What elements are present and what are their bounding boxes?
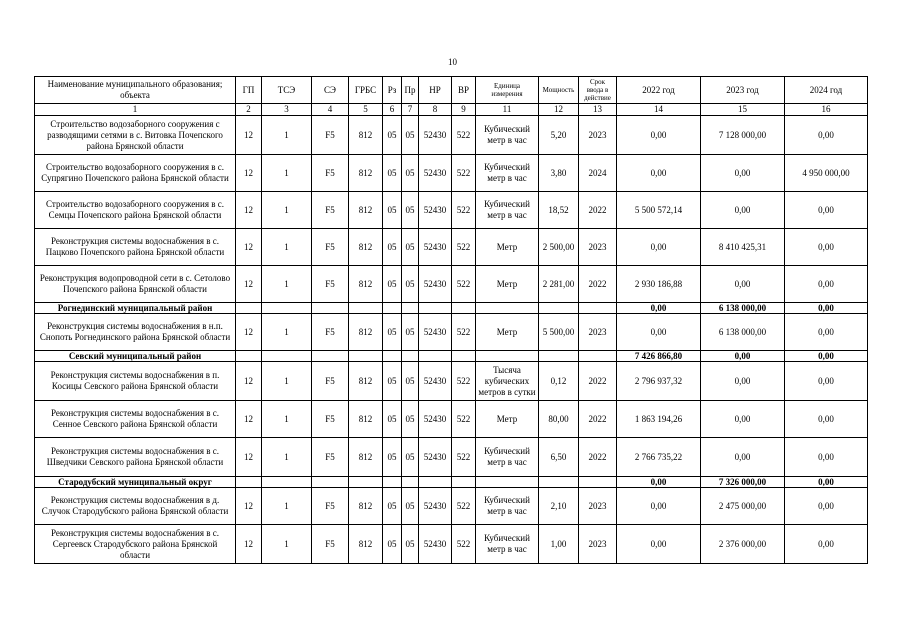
- header-cell: 2022 год: [617, 77, 701, 104]
- code-cell: 522: [452, 401, 476, 438]
- object-name: Реконструкция системы водоснабжения в с. Шведчики Севского района Брянской области: [35, 438, 236, 477]
- table-cell: 2024: [579, 155, 617, 192]
- code-cell: 52430: [419, 438, 452, 477]
- amount-cell: 0,00: [785, 362, 868, 401]
- budget-table: [34, 76, 868, 564]
- code-cell: 1: [262, 266, 312, 303]
- header-row: [35, 77, 868, 104]
- amount-cell: 0,00: [617, 525, 701, 564]
- code-cell: 05: [402, 229, 419, 266]
- code-cell: 05: [402, 362, 419, 401]
- amount-cell: 0,00: [785, 438, 868, 477]
- header-cell: СЭ: [312, 77, 349, 104]
- code-cell: 05: [383, 314, 402, 351]
- table-cell: Метр: [476, 401, 539, 438]
- empty-cell: [419, 351, 452, 362]
- code-cell: 1: [262, 525, 312, 564]
- amount-cell: 2 930 186,88: [617, 266, 701, 303]
- object-name: Строительство водозаборного сооружения в с. Семцы Почепского района Брянской области: [35, 192, 236, 229]
- district-name: Стародубский муниципальный округ: [35, 477, 236, 488]
- amount-cell: 0,00: [785, 314, 868, 351]
- amount-cell: 7 128 000,00: [701, 116, 785, 155]
- table-cell: 2022: [579, 192, 617, 229]
- code-cell: 1: [262, 314, 312, 351]
- empty-cell: [262, 477, 312, 488]
- district-name: Севский муниципальный район: [35, 351, 236, 362]
- code-cell: 05: [383, 362, 402, 401]
- empty-cell: [312, 477, 349, 488]
- amount-cell: 0,00: [701, 155, 785, 192]
- table-cell: 2022: [579, 438, 617, 477]
- object-row: [35, 266, 868, 303]
- code-cell: 05: [383, 438, 402, 477]
- code-cell: 05: [402, 314, 419, 351]
- object-name: Строительство водозаборного сооружения с разводящими сетями в с. Витовка Почепского района Брянской области: [35, 116, 236, 155]
- code-cell: F5: [312, 266, 349, 303]
- code-cell: 522: [452, 314, 476, 351]
- district-total: 6 138 000,00: [701, 303, 785, 314]
- table-cell: Метр: [476, 314, 539, 351]
- table-cell: Кубический метр в час: [476, 525, 539, 564]
- code-cell: 522: [452, 192, 476, 229]
- object-name: Реконструкция системы водоснабжения в д. Случок Стародубского района Брянской области: [35, 488, 236, 525]
- code-cell: 05: [402, 192, 419, 229]
- code-cell: 05: [402, 488, 419, 525]
- code-cell: 05: [402, 155, 419, 192]
- code-cell: 1: [262, 116, 312, 155]
- code-cell: F5: [312, 362, 349, 401]
- code-cell: F5: [312, 229, 349, 266]
- code-cell: 522: [452, 229, 476, 266]
- code-cell: 52430: [419, 525, 452, 564]
- object-row: [35, 116, 868, 155]
- code-cell: 05: [383, 155, 402, 192]
- header-cell: ВР: [452, 77, 476, 104]
- code-cell: 05: [383, 229, 402, 266]
- empty-cell: [349, 303, 383, 314]
- column-number: 7: [402, 104, 419, 116]
- code-cell: F5: [312, 525, 349, 564]
- empty-cell: [579, 477, 617, 488]
- code-cell: 52430: [419, 314, 452, 351]
- code-cell: 522: [452, 155, 476, 192]
- amount-cell: 0,00: [785, 525, 868, 564]
- table-cell: 5,20: [539, 116, 579, 155]
- object-name: Реконструкция водопроводной сети в с. Сетолово Почепского района Брянской области: [35, 266, 236, 303]
- amount-cell: 2 475 000,00: [701, 488, 785, 525]
- header-cell: ГРБС: [349, 77, 383, 104]
- object-row: [35, 362, 868, 401]
- table-cell: Кубический метр в час: [476, 192, 539, 229]
- code-cell: 812: [349, 116, 383, 155]
- empty-cell: [476, 303, 539, 314]
- code-cell: 812: [349, 229, 383, 266]
- column-number: 12: [539, 104, 579, 116]
- code-cell: 812: [349, 401, 383, 438]
- code-cell: F5: [312, 401, 349, 438]
- table-cell: 80,00: [539, 401, 579, 438]
- code-cell: 812: [349, 438, 383, 477]
- amount-cell: 0,00: [617, 314, 701, 351]
- column-number: 3: [262, 104, 312, 116]
- code-cell: 1: [262, 192, 312, 229]
- amount-cell: 0,00: [785, 229, 868, 266]
- object-row: [35, 192, 868, 229]
- code-cell: 52430: [419, 229, 452, 266]
- code-cell: 12: [236, 116, 262, 155]
- code-cell: 05: [383, 192, 402, 229]
- code-cell: F5: [312, 192, 349, 229]
- code-cell: 1: [262, 155, 312, 192]
- object-name: Реконструкция системы водоснабжения в с. Сергеевск Стародубского района Брянской области: [35, 525, 236, 564]
- header-cell: НР: [419, 77, 452, 104]
- amount-cell: 0,00: [785, 266, 868, 303]
- empty-cell: [383, 303, 402, 314]
- amount-cell: 0,00: [701, 438, 785, 477]
- column-number: 16: [785, 104, 868, 116]
- amount-cell: 0,00: [785, 488, 868, 525]
- amount-cell: 1 863 194,26: [617, 401, 701, 438]
- empty-cell: [452, 303, 476, 314]
- amount-cell: 0,00: [617, 488, 701, 525]
- table-cell: 2022: [579, 362, 617, 401]
- empty-cell: [349, 477, 383, 488]
- table-cell: 3,80: [539, 155, 579, 192]
- table-cell: 5 500,00: [539, 314, 579, 351]
- code-cell: 05: [383, 266, 402, 303]
- code-cell: 12: [236, 488, 262, 525]
- header-cell: Единица измерения: [476, 77, 539, 104]
- amount-cell: 0,00: [701, 362, 785, 401]
- amount-cell: 5 500 572,14: [617, 192, 701, 229]
- code-cell: 522: [452, 438, 476, 477]
- code-cell: F5: [312, 116, 349, 155]
- table-cell: Кубический метр в час: [476, 438, 539, 477]
- header-cell: ГП: [236, 77, 262, 104]
- code-cell: 52430: [419, 362, 452, 401]
- object-name: Реконструкция системы водоснабжения в н.п. Снопоть Рогнединского района Брянской области: [35, 314, 236, 351]
- code-cell: 812: [349, 192, 383, 229]
- empty-cell: [419, 303, 452, 314]
- code-cell: 52430: [419, 192, 452, 229]
- empty-cell: [312, 351, 349, 362]
- code-cell: 812: [349, 266, 383, 303]
- header-cell: Пр: [402, 77, 419, 104]
- code-cell: 12: [236, 362, 262, 401]
- table-cell: 2023: [579, 525, 617, 564]
- header-cell: Наименование муниципального образования; объекта: [35, 77, 236, 104]
- object-row: [35, 314, 868, 351]
- empty-cell: [262, 303, 312, 314]
- table-cell: 2023: [579, 116, 617, 155]
- code-cell: F5: [312, 488, 349, 525]
- empty-cell: [452, 477, 476, 488]
- empty-cell: [419, 477, 452, 488]
- code-cell: 05: [402, 438, 419, 477]
- amount-cell: 2 796 937,32: [617, 362, 701, 401]
- code-cell: 522: [452, 362, 476, 401]
- table-cell: 2022: [579, 266, 617, 303]
- code-cell: 522: [452, 488, 476, 525]
- district-total: 0,00: [617, 477, 701, 488]
- table-cell: 2 500,00: [539, 229, 579, 266]
- code-cell: 12: [236, 192, 262, 229]
- amount-cell: 0,00: [785, 116, 868, 155]
- amount-cell: 4 950 000,00: [785, 155, 868, 192]
- code-cell: 812: [349, 155, 383, 192]
- code-cell: 522: [452, 266, 476, 303]
- column-number: 15: [701, 104, 785, 116]
- code-cell: 812: [349, 314, 383, 351]
- table-cell: Метр: [476, 229, 539, 266]
- column-number-row: [35, 104, 868, 116]
- district-row: [35, 351, 868, 362]
- code-cell: 05: [402, 116, 419, 155]
- district-total: 7 326 000,00: [701, 477, 785, 488]
- table-cell: Кубический метр в час: [476, 155, 539, 192]
- code-cell: 05: [383, 488, 402, 525]
- header-cell: ТСЭ: [262, 77, 312, 104]
- code-cell: F5: [312, 155, 349, 192]
- table-cell: 2022: [579, 401, 617, 438]
- header-cell: 2023 год: [701, 77, 785, 104]
- table-cell: 0,12: [539, 362, 579, 401]
- object-row: [35, 155, 868, 192]
- code-cell: 05: [383, 401, 402, 438]
- empty-cell: [402, 477, 419, 488]
- empty-cell: [236, 303, 262, 314]
- table-cell: Метр: [476, 266, 539, 303]
- object-row: [35, 525, 868, 564]
- code-cell: F5: [312, 314, 349, 351]
- code-cell: 1: [262, 229, 312, 266]
- amount-cell: 6 138 000,00: [701, 314, 785, 351]
- amount-cell: 8 410 425,31: [701, 229, 785, 266]
- table-cell: 2 281,00: [539, 266, 579, 303]
- column-number: 8: [419, 104, 452, 116]
- column-number: 2: [236, 104, 262, 116]
- header-cell: Мощность: [539, 77, 579, 104]
- empty-cell: [539, 351, 579, 362]
- code-cell: 52430: [419, 116, 452, 155]
- code-cell: 12: [236, 314, 262, 351]
- code-cell: 12: [236, 266, 262, 303]
- empty-cell: [349, 351, 383, 362]
- amount-cell: 0,00: [785, 401, 868, 438]
- code-cell: 1: [262, 438, 312, 477]
- table-cell: 1,00: [539, 525, 579, 564]
- district-total: 0,00: [701, 351, 785, 362]
- code-cell: 52430: [419, 401, 452, 438]
- table-cell: 2,10: [539, 488, 579, 525]
- empty-cell: [236, 351, 262, 362]
- object-row: [35, 438, 868, 477]
- empty-cell: [383, 477, 402, 488]
- header-cell: 2024 год: [785, 77, 868, 104]
- column-number: 11: [476, 104, 539, 116]
- code-cell: 812: [349, 488, 383, 525]
- object-name: Реконструкция системы водоснабжения в п. Косицы Севского района Брянской области: [35, 362, 236, 401]
- empty-cell: [539, 477, 579, 488]
- empty-cell: [312, 303, 349, 314]
- district-row: [35, 477, 868, 488]
- code-cell: F5: [312, 438, 349, 477]
- table-cell: 2023: [579, 488, 617, 525]
- district-total: 0,00: [785, 351, 868, 362]
- code-cell: 12: [236, 525, 262, 564]
- amount-cell: 0,00: [785, 192, 868, 229]
- table-body: [35, 116, 868, 564]
- table-cell: Кубический метр в час: [476, 116, 539, 155]
- column-number: 13: [579, 104, 617, 116]
- header-cell: Срок ввода в действие: [579, 77, 617, 104]
- amount-cell: 0,00: [701, 266, 785, 303]
- code-cell: 05: [402, 266, 419, 303]
- code-cell: 12: [236, 155, 262, 192]
- column-number: 6: [383, 104, 402, 116]
- empty-cell: [539, 303, 579, 314]
- code-cell: 52430: [419, 488, 452, 525]
- empty-cell: [452, 351, 476, 362]
- code-cell: 05: [383, 116, 402, 155]
- table-cell: 2023: [579, 229, 617, 266]
- code-cell: 12: [236, 229, 262, 266]
- empty-cell: [579, 351, 617, 362]
- object-name: Реконструкция системы водоснабжения в с. Пацково Почепского района Брянской области: [35, 229, 236, 266]
- code-cell: 812: [349, 525, 383, 564]
- object-name: Реконструкция системы водоснабжения в с. Сенное Севского района Брянской области: [35, 401, 236, 438]
- code-cell: 52430: [419, 155, 452, 192]
- code-cell: 812: [349, 362, 383, 401]
- empty-cell: [236, 477, 262, 488]
- code-cell: 05: [402, 525, 419, 564]
- table-cell: Тысяча кубических метров в сутки: [476, 362, 539, 401]
- table-cell: 2023: [579, 314, 617, 351]
- empty-cell: [262, 351, 312, 362]
- object-name: Строительство водозаборного сооружения в с. Супрягино Почепского района Брянской области: [35, 155, 236, 192]
- district-name: Рогнединский муниципальный район: [35, 303, 236, 314]
- object-row: [35, 488, 868, 525]
- district-total: 0,00: [617, 303, 701, 314]
- object-row: [35, 229, 868, 266]
- column-number: 5: [349, 104, 383, 116]
- page-number: 10: [448, 57, 457, 67]
- amount-cell: 0,00: [617, 155, 701, 192]
- code-cell: 12: [236, 438, 262, 477]
- amount-cell: 0,00: [701, 401, 785, 438]
- code-cell: 1: [262, 401, 312, 438]
- empty-cell: [579, 303, 617, 314]
- empty-cell: [383, 351, 402, 362]
- table-cell: Кубический метр в час: [476, 488, 539, 525]
- code-cell: 05: [383, 525, 402, 564]
- object-row: [35, 401, 868, 438]
- code-cell: 05: [402, 401, 419, 438]
- code-cell: 52430: [419, 266, 452, 303]
- empty-cell: [476, 351, 539, 362]
- table-cell: 6,50: [539, 438, 579, 477]
- table-cell: 18,52: [539, 192, 579, 229]
- column-number: 14: [617, 104, 701, 116]
- column-number: 9: [452, 104, 476, 116]
- amount-cell: 0,00: [701, 192, 785, 229]
- code-cell: 1: [262, 488, 312, 525]
- column-number: 4: [312, 104, 349, 116]
- column-number: 1: [35, 104, 236, 116]
- empty-cell: [476, 477, 539, 488]
- district-total: 0,00: [785, 477, 868, 488]
- code-cell: 12: [236, 401, 262, 438]
- header-cell: Рз: [383, 77, 402, 104]
- district-total: 0,00: [785, 303, 868, 314]
- district-row: [35, 303, 868, 314]
- amount-cell: 0,00: [617, 229, 701, 266]
- code-cell: 1: [262, 362, 312, 401]
- empty-cell: [402, 351, 419, 362]
- code-cell: 522: [452, 525, 476, 564]
- code-cell: 522: [452, 116, 476, 155]
- amount-cell: 2 376 000,00: [701, 525, 785, 564]
- amount-cell: 0,00: [617, 116, 701, 155]
- empty-cell: [402, 303, 419, 314]
- amount-cell: 2 766 735,22: [617, 438, 701, 477]
- district-total: 7 426 866,80: [617, 351, 701, 362]
